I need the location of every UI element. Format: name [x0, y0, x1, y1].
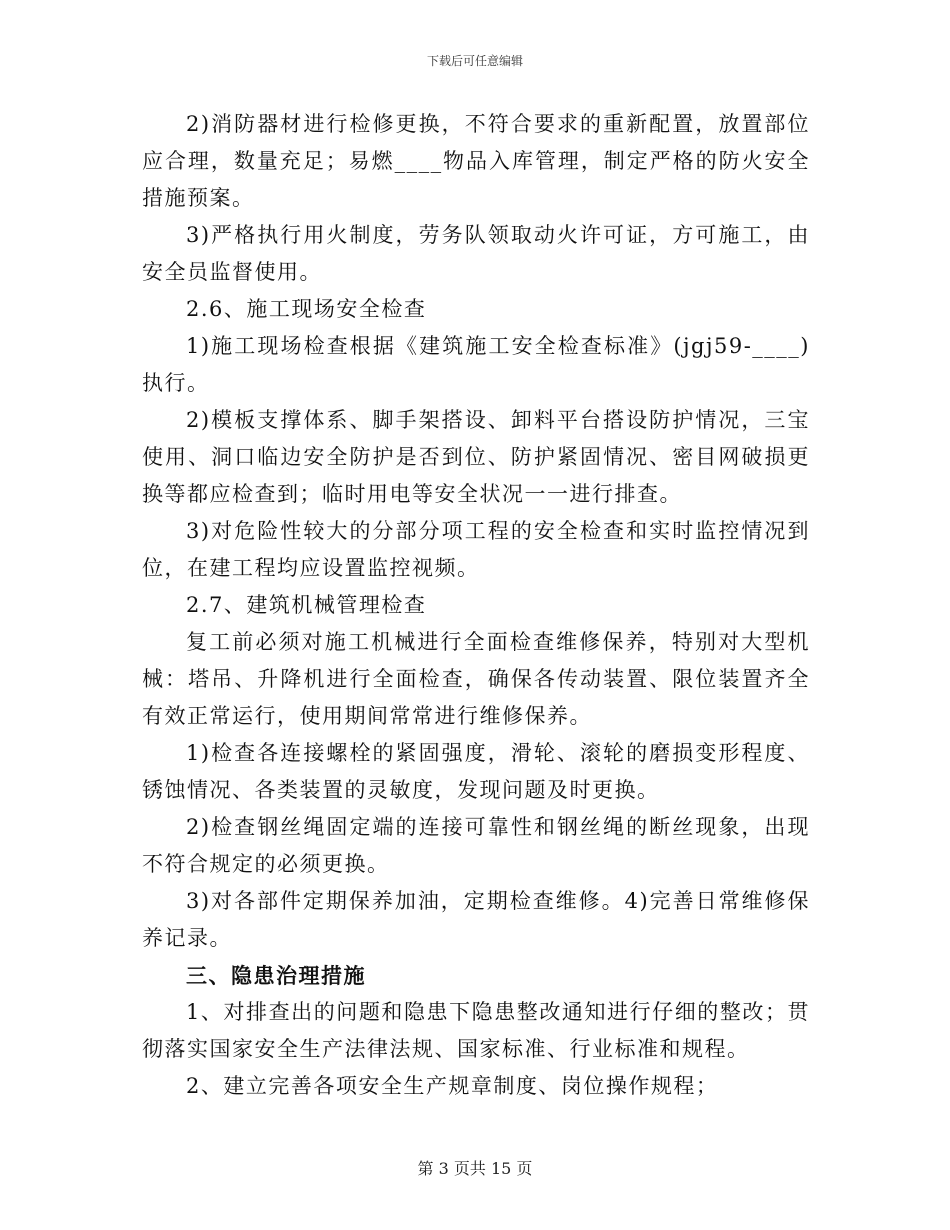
section-heading-2-6: 2.6、施工现场安全检查	[186, 297, 427, 321]
paragraph-maintenance-records: 3)对各部件定期保养加油，定期检查维修。4)完善日常维修保养记录。	[142, 889, 810, 950]
paragraph-inspection-standard: 1)施工现场检查根据《建筑施工安全检查标准》(jgj59-____)执行。	[142, 334, 810, 395]
page-header: 下载后可任意编辑	[426, 54, 523, 68]
paragraph-wire-rope-check: 2)检查钢丝绳固定端的连接可靠性和钢丝绳的断丝现象，出现不符合规定的必须更换。	[142, 815, 810, 876]
paragraph-bolts-check: 1)检查各连接螺栓的紧固强度，滑轮、滚轮的磨损变形程度、锈蚀情况、各类装置的灵敏度，发现问题及时更换。	[142, 741, 810, 802]
page-footer: 第 3 页共 15 页	[417, 1159, 533, 1178]
paragraph-machinery-overview: 复工前必须对施工机械进行全面检查维修保养，特别对大型机械：塔吊、升降机进行全面检查，确保各传动装置、限位装置齐全有效正常运行，使用期间常常进行维修保养。	[142, 630, 810, 728]
paragraph-hazardous-works: 3)对危险性较大的分部分项工程的安全检查和实时监控情况到位，在建工程均应设置监控视频。	[142, 519, 810, 580]
paragraph-fire-use-system: 3)严格执行用火制度，劳务队领取动火许可证，方可施工，由安全员监督使用。	[142, 223, 810, 284]
section-heading-3: 三、隐患治理措施	[186, 963, 366, 988]
document-body	[142, 106, 810, 1105]
paragraph-rectification: 1、对排查出的问题和隐患下隐患整改通知进行仔细的整改；贯彻落实国家安全生产法律法规、国家标准、行业标准和规程。	[142, 1000, 810, 1061]
paragraph-regulations: 2、建立完善各项安全生产规章制度、岗位操作规程；	[186, 1074, 719, 1098]
section-heading-2-7: 2.7、建筑机械管理检查	[186, 593, 427, 617]
paragraph-formwork-scaffold: 2)模板支撑体系、脚手架搭设、卸料平台搭设防护情况，三宝使用、洞口临边安全防护是否到位、防护紧固情况、密目网破损更换等都应检查到；临时用电等安全状况一一进行排查。	[142, 408, 810, 506]
paragraph-fire-equipment: 2)消防器材进行检修更换，不符合要求的重新配置，放置部位应合理，数量充足；易燃____物品入库管理，制定严格的防火安全措施预案。	[142, 112, 810, 210]
